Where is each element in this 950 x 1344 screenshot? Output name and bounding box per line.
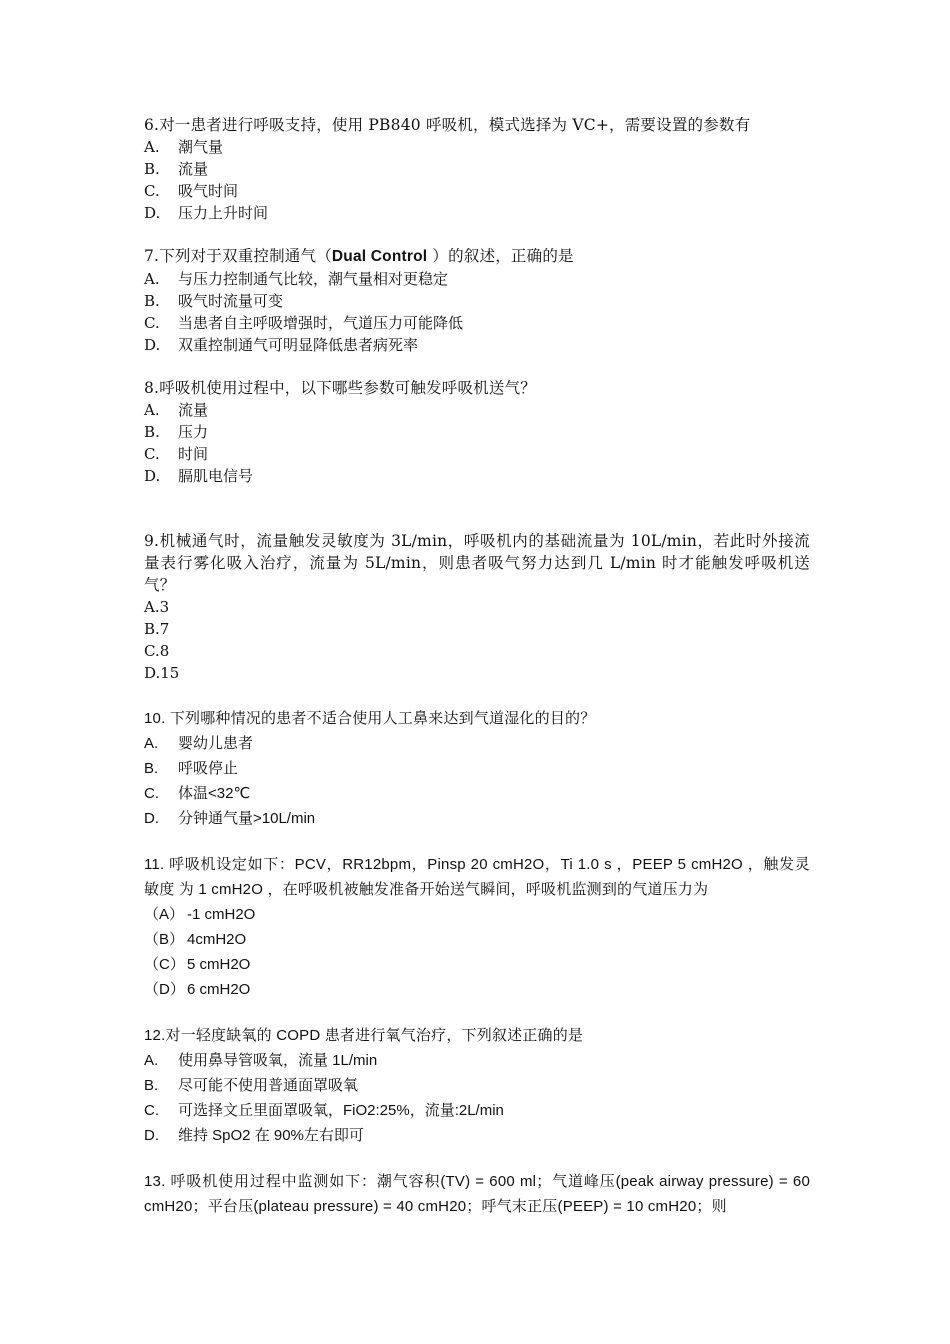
question-9-options — [144, 596, 810, 684]
question-7 — [144, 245, 810, 356]
option-c: （C） 5 cmH2O — [144, 956, 251, 973]
option-b: B.7 — [144, 620, 170, 638]
option-d: D. 双重控制通气可明显降低患者病死率 — [144, 336, 419, 354]
option-b: B. 压力 — [144, 423, 209, 441]
question-7-options — [144, 268, 810, 356]
option-c: C. 时间 — [144, 445, 209, 463]
question-11-title: 11. 呼吸机设定如下：PCV，RR12bpm，Pinsp 20 cmH2O，Ti 1.0 s ，PEEP 5 cmH2O ，触发灵敏度 为 1 cmH2O ，在呼吸机被触发准备开始送气瞬间，呼吸机监测到的气道压力为 — [144, 856, 810, 898]
question-10 — [144, 706, 810, 831]
question-8-options — [144, 399, 810, 487]
option-d: D. 膈肌电信号 — [144, 467, 254, 485]
option-d: D. 维持 SpO2 在 90%左右即可 — [144, 1127, 364, 1144]
dual-control-term: Dual Control — [331, 248, 428, 265]
option-b: B. 吸气时流量可变 — [144, 292, 284, 310]
option-a: A. 婴幼儿患者 — [144, 735, 254, 752]
option-a: （A） -1 cmH2O — [144, 906, 256, 923]
question-6 — [144, 114, 810, 224]
question-10-title: 10. 下列哪种情况的患者不适合使用人工鼻来达到气道湿化的目的？ — [144, 710, 596, 727]
question-13 — [144, 1169, 810, 1219]
question-12-title: 12.对一轻度缺氧的 COPD 患者进行氧气治疗，下列叙述正确的是 — [144, 1027, 584, 1044]
question-13-title: 13. 呼吸机使用过程中监测如下：潮气容积(TV) = 600 ml；气道峰压(peak airway pressure) = 60 cmH20；平台压(plateau pressure) = 40 cmH20；呼气末正压(PEEP) = 10 cmH20；则 — [144, 1173, 810, 1215]
question-10-options — [144, 731, 810, 831]
option-a: A. 使用鼻导管吸氧，流量 1L/min — [144, 1052, 378, 1069]
question-12-options — [144, 1048, 810, 1148]
question-8-title: 8.呼吸机使用过程中，以下哪些参数可触发呼吸机送气？ — [144, 379, 536, 397]
question-7-title: 7.下列对于双重控制通气（Dual Control ）的叙述，正确的是 — [144, 247, 574, 265]
option-c: C. 当患者自主呼吸增强时，气道压力可能降低 — [144, 314, 464, 332]
question-11-options — [144, 902, 810, 1002]
option-c: C. 吸气时间 — [144, 182, 239, 200]
question-8 — [144, 377, 810, 487]
question-11 — [144, 852, 810, 1002]
option-c: C.8 — [144, 642, 170, 660]
question-9 — [144, 530, 810, 684]
option-c: C. 可选择文丘里面罩吸氧，FiO2:25%，流量:2L/min — [144, 1102, 504, 1119]
option-a: A. 潮气量 — [144, 138, 224, 156]
option-b: （B） 4cmH2O — [144, 931, 247, 948]
question-6-options — [144, 136, 810, 224]
option-a: A. 流量 — [144, 401, 209, 419]
option-a: A. 与压力控制通气比较，潮气量相对更稳定 — [144, 270, 449, 288]
option-d: D.15 — [144, 664, 180, 682]
question-12 — [144, 1023, 810, 1148]
question-6-title: 6.对一患者进行呼吸支持，使用 PB840 呼吸机，模式选择为 VC+，需要设置的参数有 — [144, 116, 751, 134]
question-9-title: 9.机械通气时，流量触发灵敏度为 3L/min，呼吸机内的基础流量为 10L/min，若此时外接流量表行雾化吸入治疗，流量为 5L/min，则患者吸气努力达到几 L/min 时才能触发呼吸机送气？ — [144, 532, 810, 594]
option-b: B. 尽可能不使用普通面罩吸氧 — [144, 1077, 359, 1094]
document-page — [144, 114, 810, 1219]
option-d: D. 分钟通气量>10L/min — [144, 810, 316, 827]
option-b: B. 呼吸停止 — [144, 760, 239, 777]
option-d: D. 压力上升时间 — [144, 204, 269, 222]
option-c: C. 体温<32℃ — [144, 785, 251, 802]
option-a: A.3 — [144, 598, 170, 616]
option-b: B. 流量 — [144, 160, 209, 178]
option-d: （D） 6 cmH2O — [144, 981, 251, 998]
